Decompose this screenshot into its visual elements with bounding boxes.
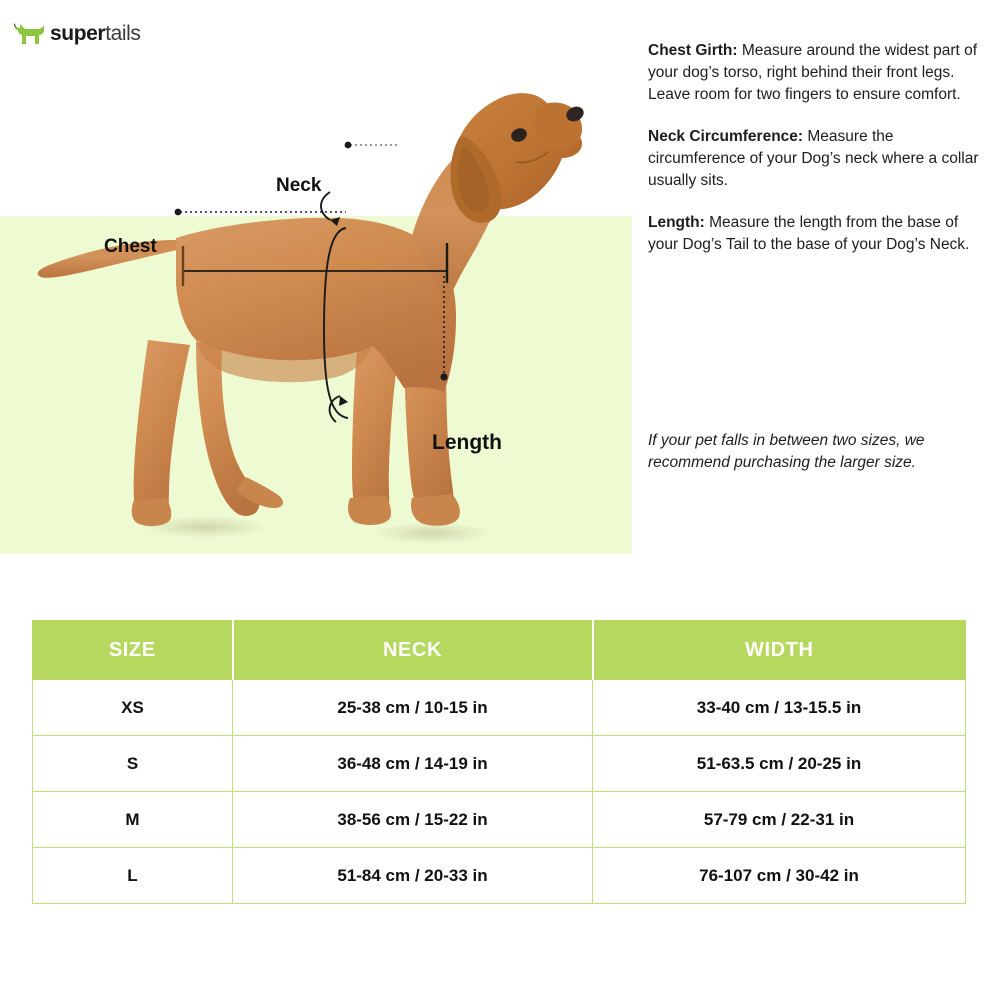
- column-header-size: SIZE: [33, 621, 233, 680]
- sizing-note: If your pet falls in between two sizes, we recommend purchasing the larger size.: [648, 432, 925, 472]
- cell-width: 76-107 cm / 30-42 in: [593, 848, 966, 904]
- table-header-row: [33, 621, 966, 680]
- instruction-text: Measure the circumference of your Dog’s neck where a collar usually sits.: [648, 128, 979, 189]
- table-row: [33, 736, 966, 792]
- cell-size: L: [33, 848, 233, 904]
- brand-name-bold: super: [50, 21, 106, 45]
- chest-girth-arrow-bottom: [339, 396, 348, 406]
- cell-width: 33-40 cm / 13-15.5 in: [593, 680, 966, 736]
- column-header-neck: NECK: [233, 621, 593, 680]
- instruction-term: Chest Girth:: [648, 42, 738, 59]
- length-label: Length: [432, 431, 502, 454]
- table-head: [33, 621, 966, 680]
- dog-measurement-diagram: [0, 40, 636, 560]
- neck-label: Neck: [276, 175, 322, 196]
- dog-front-paw-near: [411, 494, 460, 526]
- chest-label: Chest: [104, 236, 157, 257]
- cell-width: 51-63.5 cm / 20-25 in: [593, 736, 966, 792]
- size-chart-table: [32, 620, 966, 904]
- length-leader-dot: [440, 373, 447, 380]
- cell-width: 57-79 cm / 22-31 in: [593, 792, 966, 848]
- instruction-length: [648, 212, 980, 256]
- table-row: [33, 792, 966, 848]
- chest-girth-arc-top: [321, 192, 330, 220]
- instruction-term: Length:: [648, 214, 705, 231]
- instruction-chest-girth: [648, 40, 980, 106]
- measurement-instructions: [648, 40, 980, 276]
- table-row: [33, 848, 966, 904]
- cell-neck: 38-56 cm / 15-22 in: [233, 792, 593, 848]
- instruction-text: Measure the length from the base of your Dog’s Tail to the base of your Dog’s Neck.: [648, 214, 970, 253]
- dog-illustration: [0, 40, 636, 560]
- cell-size: S: [33, 736, 233, 792]
- table-body: [33, 680, 966, 904]
- cell-size: M: [33, 792, 233, 848]
- dog-rear-paw-far: [132, 498, 172, 526]
- cell-neck: 36-48 cm / 14-19 in: [233, 736, 593, 792]
- instruction-term: Neck Circumference:: [648, 128, 804, 145]
- instruction-neck-circumference: [648, 126, 980, 192]
- cell-neck: 51-84 cm / 20-33 in: [233, 848, 593, 904]
- cell-neck: 25-38 cm / 10-15 in: [233, 680, 593, 736]
- table-row: [33, 680, 966, 736]
- dog-front-paw-far: [348, 495, 391, 525]
- column-header-width: WIDTH: [593, 621, 966, 680]
- dog-rear-leg-far: [134, 340, 190, 525]
- neck-leader-dot: [345, 142, 352, 149]
- instruction-text: Measure around the widest part of your dog’s torso, right behind their front legs. Leave room for two fingers to ensure comfort.: [648, 42, 978, 103]
- cell-size: XS: [33, 680, 233, 736]
- chest-leader-dot: [175, 209, 182, 216]
- brand-name-light: tails: [105, 21, 141, 45]
